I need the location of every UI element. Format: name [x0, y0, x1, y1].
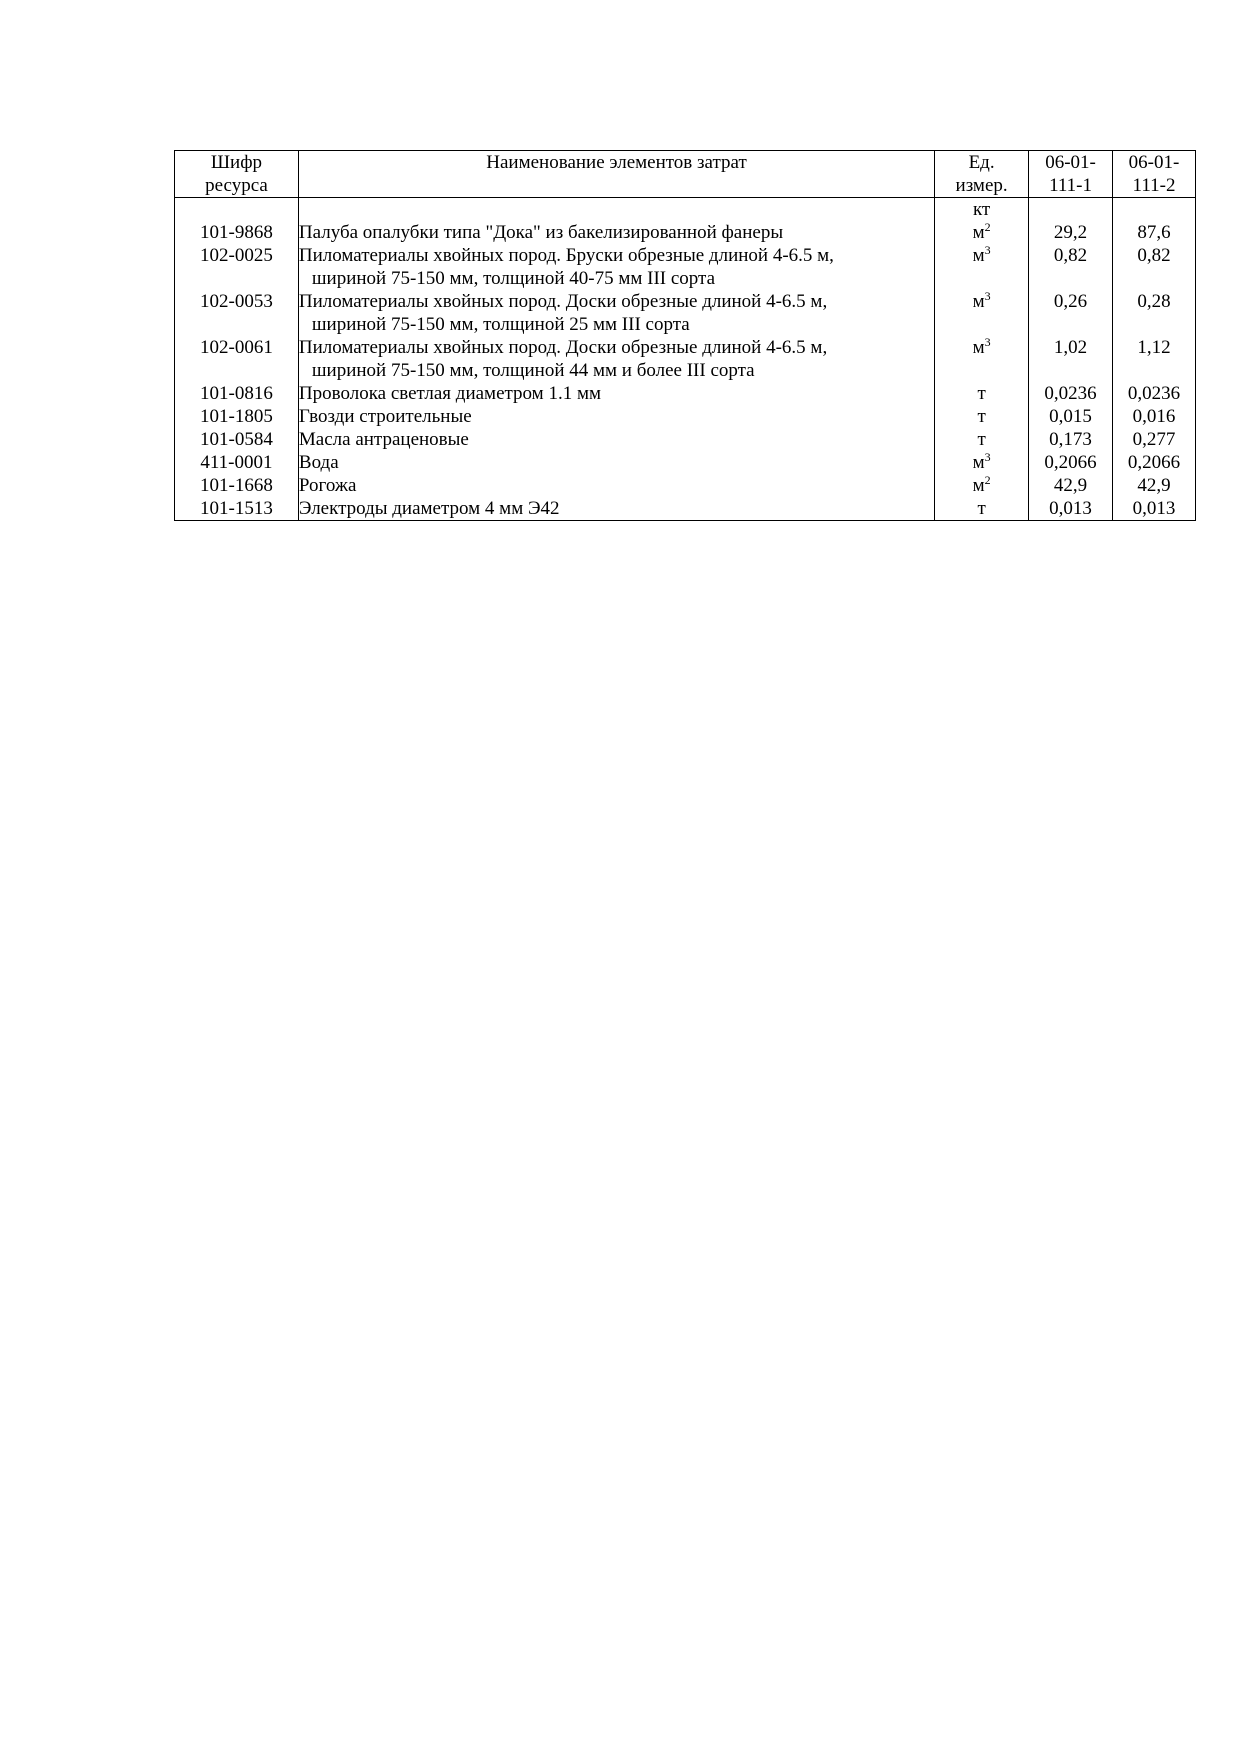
resource-name-line1: Пиломатериалы хвойных пород. Доски обрезные длиной 4-6.5 м, — [298, 337, 828, 358]
resource-name — [298, 382, 934, 405]
resource-unit — [935, 474, 1029, 497]
resource-name-line1: Масла антраценовые — [298, 429, 469, 450]
resource-name — [298, 497, 934, 521]
table-row — [175, 290, 1196, 336]
norm-value-111-1: 0,26 — [1029, 290, 1113, 336]
resource-name-line1: Палуба опалубки типа "Дока" из бакелизированной фанеры — [298, 222, 784, 243]
resource-name — [298, 474, 934, 497]
table-body — [175, 198, 1196, 521]
table-row — [175, 336, 1196, 382]
norm-value-111-1: 0,015 — [1029, 405, 1113, 428]
resource-unit — [935, 428, 1029, 451]
resource-unit-power: 3 — [984, 450, 991, 464]
resource-unit-power: 2 — [984, 473, 991, 487]
resource-name-line1: Вода — [298, 452, 339, 473]
resource-unit — [935, 244, 1029, 290]
resource-name — [298, 244, 934, 290]
header-code — [175, 151, 299, 198]
resource-unit — [935, 405, 1029, 428]
resource-name-line1: Гвозди строительные — [298, 406, 472, 427]
resource-code: 102-0025 — [175, 244, 299, 290]
header-v2 — [1113, 151, 1196, 198]
header-v2-line1: 06-01- — [1128, 152, 1180, 173]
resource-name-line2: шириной 75-150 мм, толщиной 44 мм и более III сорта — [311, 360, 755, 381]
norm-value-111-2: 0,0236 — [1113, 382, 1196, 405]
resource-unit-base: м — [972, 245, 985, 266]
table-row — [175, 474, 1196, 497]
resource-table — [174, 150, 1196, 521]
resource-unit — [935, 382, 1029, 405]
header-unit-line1: Ед. — [968, 152, 995, 173]
resource-unit — [935, 336, 1029, 382]
header-v2-line2: 111-2 — [1132, 175, 1176, 196]
norm-value-111-1: 0,173 — [1029, 428, 1113, 451]
resource-name-line1: Пиломатериалы хвойных пород. Бруски обрезные длиной 4-6.5 м, — [298, 245, 834, 266]
norm-value-111-1: 0,82 — [1029, 244, 1113, 290]
resource-unit — [935, 290, 1029, 336]
norm-value-111-1: 42,9 — [1029, 474, 1113, 497]
norm-value-111-2: 0,28 — [1113, 290, 1196, 336]
norm-value-111-2: 0,277 — [1113, 428, 1196, 451]
resource-name-line2: шириной 75-150 мм, толщиной 40-75 мм III сорта — [311, 268, 716, 289]
norm-value-111-1: 0,0236 — [1029, 382, 1113, 405]
resource-name-line2: шириной 75-150 мм, толщиной 25 мм III сорта — [311, 314, 690, 335]
norm-value-111-2: 0,2066 — [1113, 451, 1196, 474]
resource-code: 411-0001 — [175, 451, 299, 474]
table-header — [175, 151, 1196, 198]
header-v1-line1: 06-01- — [1045, 152, 1096, 173]
resource-unit-base: м — [972, 291, 985, 312]
resource-name — [298, 428, 934, 451]
resource-code: 101-1513 — [175, 497, 299, 521]
header-code-line1: Шифр — [210, 152, 263, 173]
resource-name — [298, 336, 934, 382]
table-row — [175, 244, 1196, 290]
resource-name — [298, 221, 934, 244]
resource-unit-base: т — [977, 498, 986, 519]
norm-value-111-2: 0,013 — [1113, 497, 1196, 521]
resource-unit-power: 3 — [984, 335, 991, 349]
resource-unit — [935, 221, 1029, 244]
resource-unit-power: 3 — [984, 243, 991, 257]
unit-carryover-cell: кт — [935, 198, 1029, 222]
resource-unit-power: 2 — [984, 220, 991, 234]
resource-code: 101-0816 — [175, 382, 299, 405]
table-row — [175, 405, 1196, 428]
table-row — [175, 497, 1196, 521]
table-row — [175, 382, 1196, 405]
header-v1 — [1029, 151, 1113, 198]
header-code-line2: ресурса — [205, 175, 268, 196]
resource-code: 101-0584 — [175, 428, 299, 451]
table-row — [175, 428, 1196, 451]
resource-name — [298, 290, 934, 336]
resource-code: 102-0053 — [175, 290, 299, 336]
header-name-text: Наименование элементов затрат — [486, 152, 747, 173]
resource-unit-base: м — [972, 337, 985, 358]
header-unit — [935, 151, 1029, 198]
resource-unit-base: м — [972, 452, 985, 473]
resource-unit-power: 3 — [984, 289, 991, 303]
resource-name-line1: Проволока светлая диаметром 1.1 мм — [298, 383, 602, 404]
norm-value-111-2: 42,9 — [1113, 474, 1196, 497]
table-row — [175, 451, 1196, 474]
norm-value-111-1: 1,02 — [1029, 336, 1113, 382]
resource-code: 101-1805 — [175, 405, 299, 428]
resource-unit-base: м — [972, 222, 985, 243]
table-row — [175, 221, 1196, 244]
resource-name-line1: Пиломатериалы хвойных пород. Доски обрезные длиной 4-6.5 м, — [298, 291, 828, 312]
resource-name — [298, 405, 934, 428]
resource-name — [298, 451, 934, 474]
resource-code: 102-0061 — [175, 336, 299, 382]
norm-value-111-2: 87,6 — [1113, 221, 1196, 244]
norm-value-111-1: 0,013 — [1029, 497, 1113, 521]
header-name — [298, 151, 934, 198]
norm-value-111-2: 1,12 — [1113, 336, 1196, 382]
resource-name-line1: Рогожа — [298, 475, 357, 496]
header-v1-line2: 111-1 — [1049, 175, 1092, 196]
resource-unit-base: м — [972, 475, 985, 496]
resource-unit — [935, 497, 1029, 521]
resource-unit — [935, 451, 1029, 474]
resource-code: 101-1668 — [175, 474, 299, 497]
resource-unit-base: т — [977, 406, 986, 427]
norm-value-111-1: 29,2 — [1029, 221, 1113, 244]
norm-value-111-2: 0,016 — [1113, 405, 1196, 428]
resource-code: 101-9868 — [175, 221, 299, 244]
header-unit-line2: измер. — [955, 175, 1008, 196]
norm-value-111-2: 0,82 — [1113, 244, 1196, 290]
resource-unit-base: т — [977, 429, 986, 450]
unit-carryover-row — [175, 198, 1196, 222]
resource-unit-base: т — [977, 383, 986, 404]
resource-name-line1: Электроды диаметром 4 мм Э42 — [298, 498, 560, 519]
norm-value-111-1: 0,2066 — [1029, 451, 1113, 474]
